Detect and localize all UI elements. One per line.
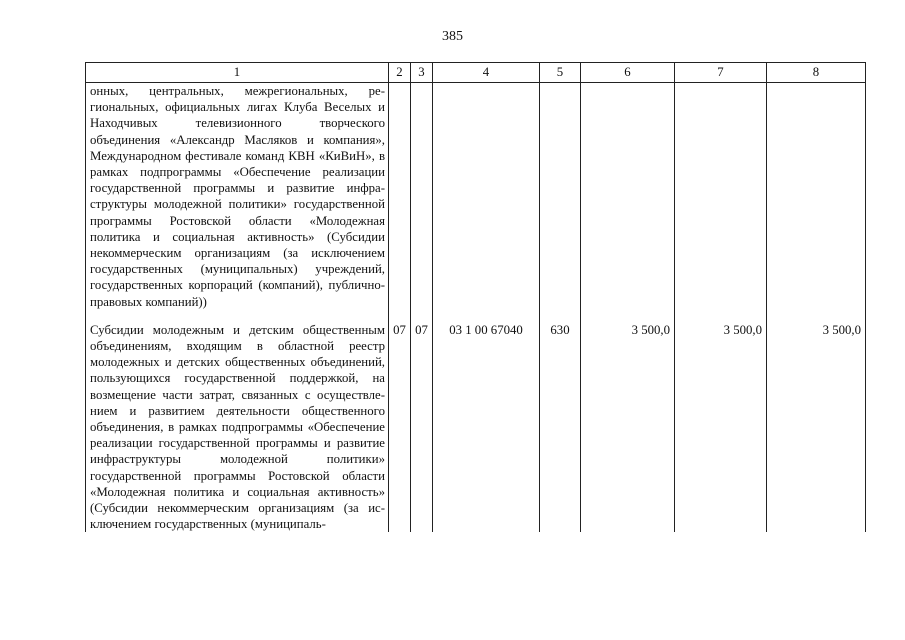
column-header-6: 6 bbox=[581, 63, 675, 83]
row-target-code: 03 1 00 67040 bbox=[433, 310, 540, 533]
row-description: онных, центральных, межрегиональных, региональных, официальных лигах Клуба Веселых и Находчивых телевизионного творческого объединения «Александр Масляков и компания», Международном фестивале команд КВН «КиВиН», в рамках подпрограммы «Обеспечение реализации государственной программы и развитие инфраструктуры молодежной политики» государственной программы Ростовской области «Молодежная политика и социальная активность» (Субсидии некоммерческим организациям (за исключением государственных (муниципальных) учреждений, государственных корпораций (компаний), публично-правовых компаний)) bbox=[86, 83, 389, 310]
column-header-8: 8 bbox=[767, 63, 866, 83]
row-amount-1 bbox=[581, 83, 675, 310]
table-row bbox=[86, 310, 866, 533]
row-subsection-code bbox=[411, 83, 433, 310]
column-header-1: 1 bbox=[86, 63, 389, 83]
row-amount-2 bbox=[675, 83, 767, 310]
row-expense-type bbox=[540, 83, 581, 310]
row-expense-type: 630 bbox=[540, 310, 581, 533]
row-amount-3 bbox=[767, 83, 866, 310]
row-subsection-code: 07 bbox=[411, 310, 433, 533]
budget-table bbox=[85, 62, 866, 532]
row-section-code: 07 bbox=[389, 310, 411, 533]
row-target-code bbox=[433, 83, 540, 310]
column-header-3: 3 bbox=[411, 63, 433, 83]
row-description: Субсидии молодежным и детским общественным объединениям, входящим в областной реестр молодежных и детских общественных объединений, пользующихся государственной поддержкой, на возмещение части затрат, связанных с осуществлением и развитием деятельности общественного объединения, в рамках подпрограммы «Обеспечение реализации государственной программы и развитие инфраструктуры молодежной политики» государственной программы Ростовской области «Молодежная политика и социальная активность» (Субсидии некоммерческим организациям (за исключением государственных (муниципаль- bbox=[86, 310, 389, 533]
table-header-row bbox=[86, 63, 866, 83]
row-amount-1: 3 500,0 bbox=[581, 310, 675, 533]
column-header-4: 4 bbox=[433, 63, 540, 83]
column-header-2: 2 bbox=[389, 63, 411, 83]
column-header-5: 5 bbox=[540, 63, 581, 83]
row-amount-3: 3 500,0 bbox=[767, 310, 866, 533]
table-row bbox=[86, 83, 866, 310]
row-section-code bbox=[389, 83, 411, 310]
page-number: 385 bbox=[442, 29, 463, 44]
row-amount-2: 3 500,0 bbox=[675, 310, 767, 533]
column-header-7: 7 bbox=[675, 63, 767, 83]
